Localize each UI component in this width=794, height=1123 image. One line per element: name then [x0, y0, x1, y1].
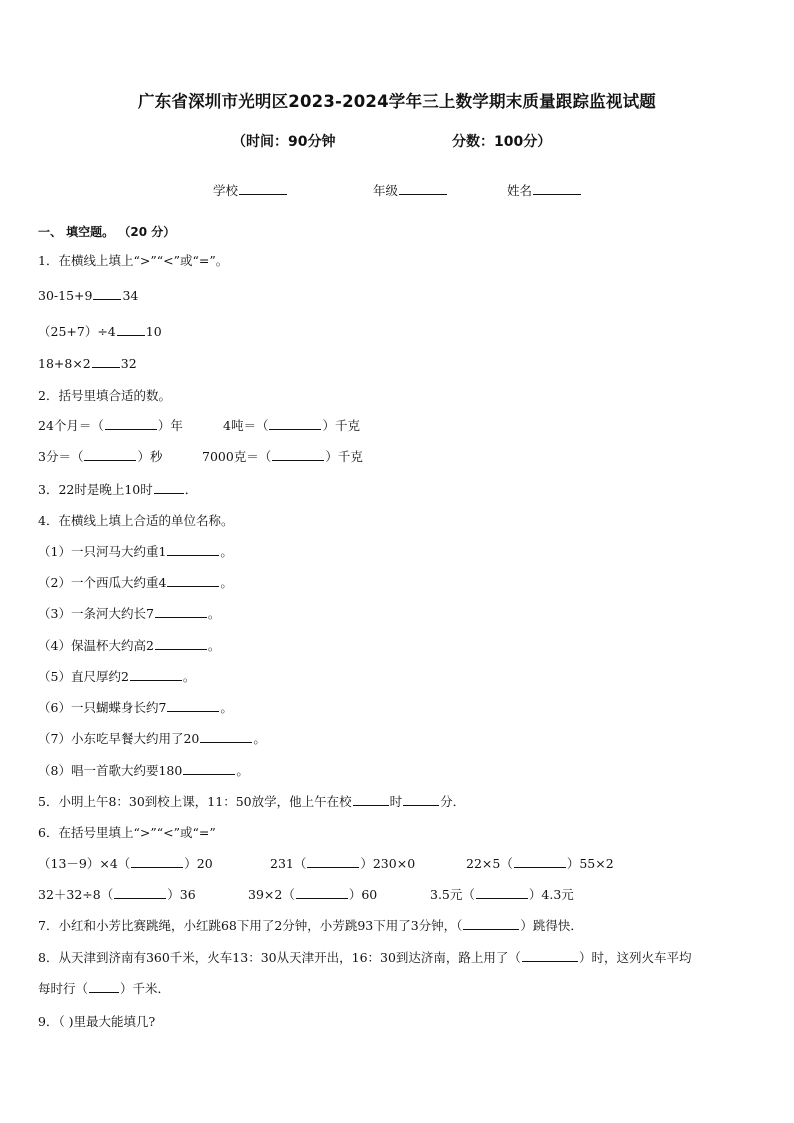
q5-minute-unit: 分． — [440, 794, 466, 809]
q5-minute-blank[interactable] — [403, 793, 439, 806]
q2-prompt: 2．括号里填合适的数。 — [38, 388, 171, 403]
q1c-expr: 18+8×2 — [38, 356, 91, 371]
q4-end: 。 — [207, 638, 221, 653]
q4-item — [38, 729, 266, 747]
q1a-blank[interactable] — [93, 287, 121, 300]
q6-r1-item — [270, 854, 415, 872]
q4-item — [38, 542, 233, 560]
q4-item — [38, 761, 249, 779]
q4-end: 。 — [182, 669, 196, 684]
q2-r1a-left: 24个月＝（ — [38, 418, 104, 433]
q4-item-text: （1）一只河马大约重1 — [38, 544, 167, 559]
q6-expr: （13－9）×4（ — [38, 856, 131, 871]
q8-line1 — [38, 948, 691, 966]
name-blank[interactable] — [533, 182, 581, 195]
school-field — [213, 181, 288, 199]
q4-blank[interactable] — [200, 730, 252, 743]
q2-r1b-right: ）千克 — [322, 418, 360, 433]
q6-expr: 39×2（ — [248, 887, 295, 902]
q6-blank[interactable] — [296, 886, 348, 899]
q4-item-text: （6）一只蝴蝶身长约7 — [38, 700, 167, 715]
name-label: 姓名 — [507, 183, 533, 198]
q3-blank[interactable] — [154, 481, 184, 494]
q4-item — [38, 667, 195, 685]
q8-text2: 每时行（ — [38, 981, 89, 996]
q1a-expr: 30-15+9 — [38, 288, 93, 303]
name-field — [507, 181, 582, 199]
q6-expr: 22×5（ — [466, 856, 513, 871]
q6-expr: 3.5元（ — [430, 887, 475, 902]
q1a-value: 34 — [122, 288, 139, 303]
q1b-blank[interactable] — [117, 323, 145, 336]
q8-text: 8．从天津到济南有360千米，火车13：30从天津开出，16：30到达济南，路上用了（ — [38, 950, 521, 965]
q4-item-text: （8）唱一首歌大约要180 — [38, 763, 183, 778]
q4-end: 。 — [220, 544, 233, 559]
q4-blank[interactable] — [167, 574, 219, 587]
school-blank[interactable] — [239, 182, 287, 195]
q6-expr-right: ）60 — [348, 887, 378, 902]
q1c-value: 32 — [120, 356, 137, 371]
q5-hour-blank[interactable] — [353, 793, 389, 806]
q6-expr: 231（ — [270, 856, 307, 871]
q4-item — [38, 698, 233, 716]
q4-item-text: （4）保温杯大约高2 — [38, 638, 154, 653]
q8-text-cont: ）时，这列火车平均 — [578, 950, 692, 965]
q4-blank[interactable] — [155, 637, 207, 650]
q2-r1b-blank[interactable] — [269, 417, 321, 430]
q7-blank[interactable] — [463, 917, 519, 930]
q4-prompt: 4．在横线上填上合适的单位名称。 — [38, 513, 234, 528]
q1c-blank[interactable] — [92, 355, 120, 368]
q2-r2a — [38, 447, 162, 465]
q6-r2-item — [430, 885, 574, 903]
q6-r1-item — [38, 854, 213, 872]
q7 — [38, 916, 583, 934]
q4-blank[interactable] — [167, 543, 219, 556]
q4-item-text: （3）一条河大约长7 — [38, 606, 154, 621]
q6-expr-right: ）20 — [184, 856, 213, 871]
q2-r2a-blank[interactable] — [84, 448, 136, 461]
q8-hours-blank[interactable] — [522, 949, 578, 962]
q4-end: 。 — [236, 763, 249, 778]
q9: 9．（ )里最大能填几? — [38, 1014, 156, 1029]
q2-r2b-right: ）千克 — [325, 449, 363, 464]
q6-expr-right: ）55×2 — [566, 856, 614, 871]
q6-blank[interactable] — [114, 886, 166, 899]
q2-r1a-right: ）年 — [157, 418, 183, 433]
q7-end: ）跳得快． — [520, 918, 583, 933]
q2-r2b — [202, 447, 363, 465]
q2-r2b-blank[interactable] — [272, 448, 324, 461]
q4-end: 。 — [220, 700, 233, 715]
q4-blank[interactable] — [130, 668, 182, 681]
q1b-value: 10 — [145, 324, 162, 339]
q6-expr-right: ）4.3元 — [528, 887, 574, 902]
q2-r1b-left: 4吨＝（ — [223, 418, 269, 433]
q1-prompt: 1．在横线上填上“>”“<”或“=”。 — [38, 253, 229, 268]
q1-item-b — [38, 322, 162, 340]
school-label: 学校 — [213, 183, 239, 198]
q4-item-text: （7）小东吃早餐大约用了20 — [38, 731, 200, 746]
q6-r1-item — [466, 854, 614, 872]
q7-text: 7．小红和小芳比赛跳绳，小红跳68下用了2分钟，小芳跳93下用了3分钟，（ — [38, 918, 463, 933]
q4-end: 。 — [220, 575, 233, 590]
q8-speed-blank[interactable] — [89, 980, 119, 993]
q6-expr-right: ）36 — [167, 887, 196, 902]
q3-text: 3．22时是晚上10时 — [38, 482, 153, 497]
q4-item — [38, 573, 233, 591]
grade-label: 年级 — [373, 183, 399, 198]
q8-line2 — [38, 979, 170, 997]
q6-r2-item — [38, 885, 196, 903]
q4-item-text: （5）直尺厚约2 — [38, 669, 129, 684]
q5 — [38, 792, 465, 810]
q4-blank[interactable] — [155, 605, 207, 618]
grade-field — [373, 181, 448, 199]
q4-item — [38, 604, 220, 622]
q2-r2a-left: 3分＝（ — [38, 449, 84, 464]
q6-expr-right: ）230×0 — [360, 856, 416, 871]
q3 — [38, 480, 197, 498]
q6-blank[interactable] — [307, 855, 359, 868]
q6-r2-item — [248, 885, 377, 903]
q3-end: ． — [184, 482, 198, 497]
q2-r1a — [38, 416, 183, 434]
q8-end: ）千米． — [120, 981, 171, 996]
q6-expr: 32＋32÷8（ — [38, 887, 114, 902]
q2-r2a-right: ）秒 — [137, 449, 163, 464]
q1-item-c — [38, 355, 137, 371]
page-title: 广东省深圳市光明区2023-2024学年三上数学期末质量跟踪监视试题 — [138, 92, 656, 111]
q2-r1a-blank[interactable] — [105, 417, 157, 430]
section-heading: 一、 填空题。 （20 分） — [38, 225, 176, 239]
q6-prompt: 6．在括号里填上“>”“<”或“=” — [38, 825, 216, 840]
q5-hour-unit: 时 — [389, 794, 403, 809]
q4-blank[interactable] — [183, 762, 235, 775]
q6-blank[interactable] — [131, 855, 183, 868]
q4-item-text: （2）一个西瓜大约重4 — [38, 575, 167, 590]
q4-blank[interactable] — [167, 699, 219, 712]
q4-end: 。 — [207, 606, 221, 621]
q6-blank[interactable] — [476, 886, 528, 899]
q5-text: 5．小明上午8：30到校上课，11：50放学，他上午在校 — [38, 794, 352, 809]
exam-time: （时间：90分钟 — [232, 134, 336, 150]
exam-score: 分数：100分） — [452, 134, 552, 150]
q1b-expr: （25+7）÷4 — [38, 324, 116, 339]
q6-blank[interactable] — [514, 855, 566, 868]
q2-r1b — [223, 416, 360, 434]
q2-r2b-left: 7000克＝（ — [202, 449, 272, 464]
q4-item — [38, 636, 220, 654]
grade-blank[interactable] — [399, 182, 447, 195]
q4-end: 。 — [253, 731, 266, 746]
q1-item-a — [38, 287, 138, 303]
